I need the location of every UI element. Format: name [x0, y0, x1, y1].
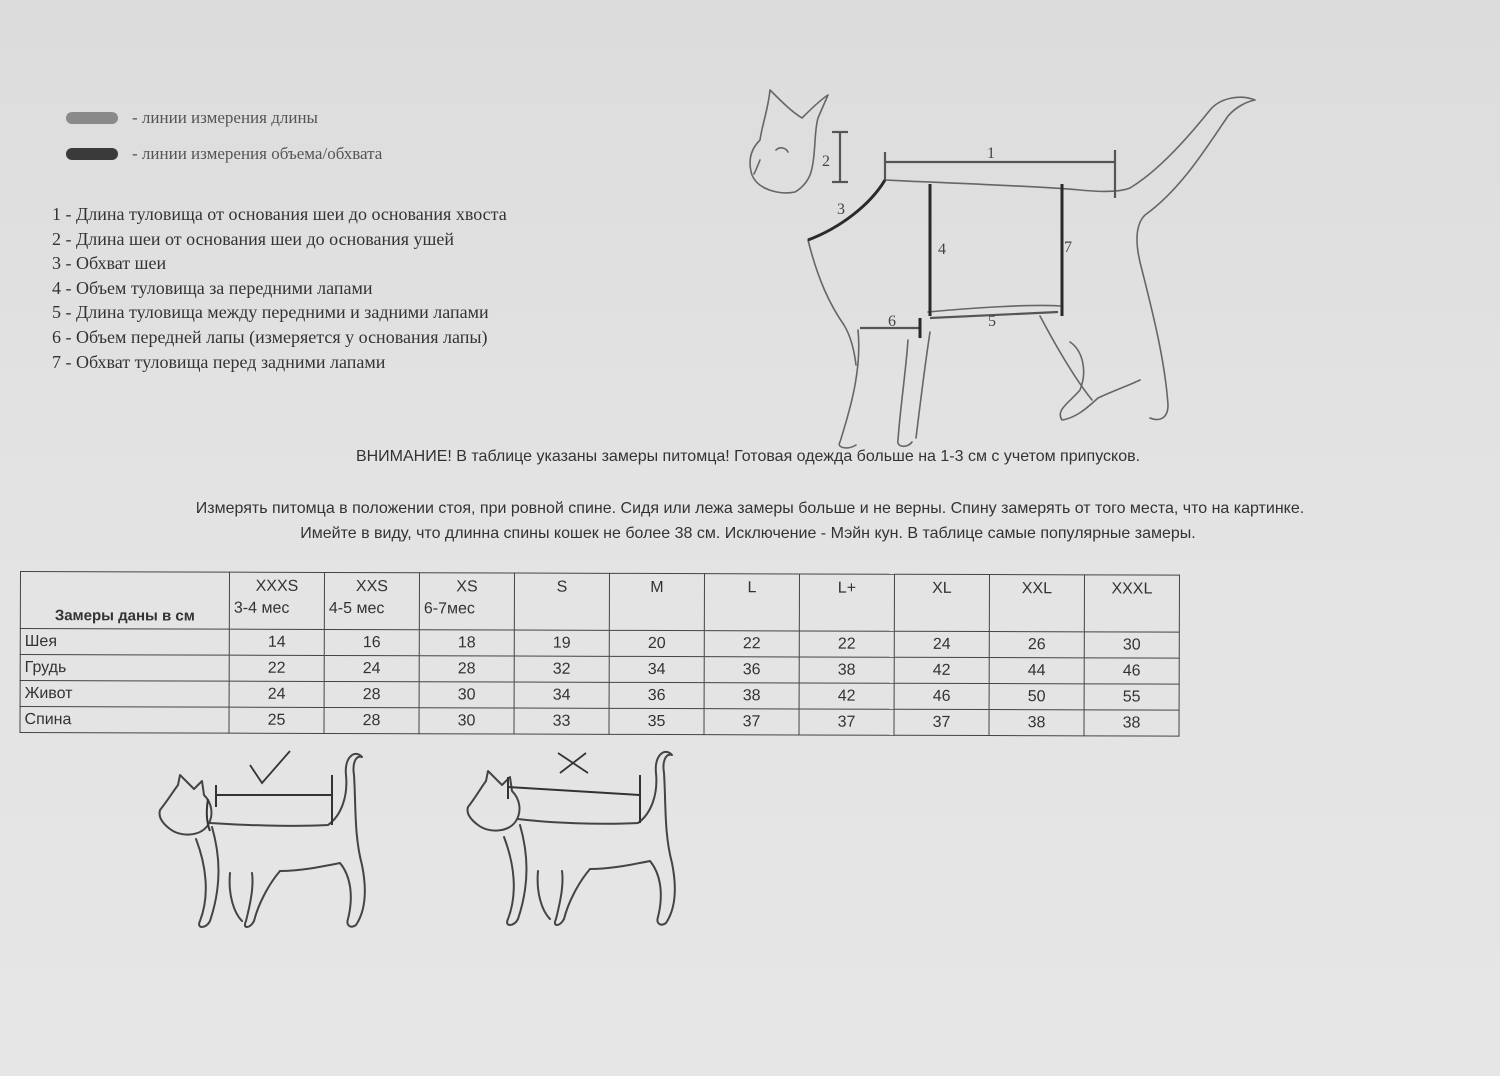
table-cell: 34	[514, 682, 609, 708]
diagram-label-4: 4	[938, 241, 946, 258]
correct-measurement-cat	[150, 745, 380, 935]
table-cell: 30	[1084, 632, 1179, 658]
measurement-item: 4 - Объем туловища за передними лапами	[52, 277, 373, 298]
table-cell: 28	[324, 681, 419, 707]
table-cell: 50	[989, 684, 1084, 710]
girth-line-swatch	[66, 148, 118, 160]
table-cell: 22	[799, 631, 894, 657]
standing-note: Измерять питомца в положении стоя, при ровной спине. Сидя или лежа замеры больше и не верны. Спину замерять от того места, что на картинке.	[195, 500, 1305, 517]
table-cell: 25	[229, 707, 324, 733]
legend-girth	[66, 136, 382, 172]
table-cell: 36	[704, 657, 799, 683]
size-header	[1084, 575, 1179, 632]
table-cell: 37	[894, 709, 989, 735]
row-label: Шея	[20, 629, 229, 656]
table-row	[20, 681, 1179, 711]
table-cell: 19	[514, 630, 609, 656]
row-label: Живот	[20, 681, 229, 708]
table-cell: 32	[514, 656, 609, 682]
table-cell: 38	[799, 657, 894, 683]
table-cell: 26	[989, 632, 1084, 658]
table-cell: 30	[419, 708, 514, 734]
size-name: L	[747, 579, 757, 597]
measurement-item: 3 - Обхват шеи	[52, 253, 167, 274]
table-cell: 46	[894, 683, 989, 709]
attention-text: ВНИМАНИЕ! В таблице указаны замеры питомца! Готовая одежда больше на 1-3 см с учетом припусков.	[355, 448, 1141, 465]
diagram-label-3: 3	[837, 201, 845, 218]
diagram-label-2: 2	[822, 153, 830, 170]
size-age: 3-4 мес	[233, 599, 290, 617]
table-header-row	[20, 572, 1179, 633]
size-name: S	[556, 578, 568, 596]
table-cell: 37	[799, 709, 894, 735]
table-cell: 22	[704, 631, 799, 657]
size-name: XS	[456, 578, 478, 596]
measurement-item: 2 - Длина шеи от основания шеи до основания ушей	[52, 228, 454, 249]
line-legend	[66, 100, 382, 172]
legend-girth-label: - линии измерения объема/обхвата	[132, 144, 383, 163]
table-cell: 36	[609, 682, 704, 708]
legend-length-label: - линии измерения длины	[132, 108, 318, 127]
table-cell: 35	[609, 708, 704, 734]
table-cell: 34	[609, 656, 704, 682]
size-header	[894, 574, 989, 631]
size-name: XXS	[355, 578, 388, 596]
table-row	[20, 655, 1179, 685]
table-cell: 46	[1084, 658, 1179, 684]
table-cell: 38	[704, 683, 799, 709]
size-name: XXXL	[1111, 580, 1153, 598]
length-line-swatch	[66, 112, 118, 124]
diagram-label-5: 5	[988, 313, 996, 330]
size-name: L+	[837, 579, 857, 597]
table-cell: 24	[324, 655, 419, 681]
table-cell: 44	[989, 658, 1084, 684]
size-header	[229, 572, 324, 629]
table-cell: 16	[324, 629, 419, 655]
measurement-list	[52, 202, 507, 374]
table-cell: 42	[799, 683, 894, 709]
attention-note	[0, 448, 1500, 466]
size-age: 4-5 мес	[328, 599, 385, 618]
table-cell: 20	[609, 630, 704, 656]
table-row	[20, 629, 1179, 659]
table-cell: 28	[419, 656, 514, 682]
size-header	[324, 572, 419, 629]
back-length-note: Имейте в виду, что длинна спины кошек не более 38 см. Исключение - Мэйн кун. В таблице самые популярные замеры.	[300, 525, 1196, 542]
size-header	[419, 573, 514, 630]
table-cell: 33	[514, 708, 609, 734]
table-cell: 38	[1084, 710, 1179, 736]
measurement-item: 7 - Обхват туловища перед задними лапами	[52, 351, 386, 372]
table-cell: 30	[419, 682, 514, 708]
table-corner-label: Замеры даны в см	[20, 572, 229, 630]
table-cell: 28	[324, 707, 419, 733]
table-row	[20, 707, 1179, 737]
table-cell: 24	[229, 681, 324, 707]
row-label: Спина	[20, 707, 229, 734]
size-header	[514, 573, 609, 630]
table-cell: 38	[989, 710, 1084, 736]
size-name: XL	[932, 579, 952, 597]
measurement-item: 5 - Длина туловища между передними и задними лапами	[52, 302, 489, 323]
table-cell: 18	[419, 630, 514, 656]
measurement-item: 1 - Длина туловища от основания шеи до основания хвоста	[52, 204, 507, 224]
cat-measurement-diagram	[740, 80, 1270, 460]
diagram-label-7: 7	[1064, 239, 1072, 256]
table-cell: 55	[1084, 684, 1179, 710]
table-cell: 22	[229, 655, 324, 681]
size-table	[19, 571, 1180, 737]
size-header	[704, 574, 799, 631]
diagram-label-6: 6	[888, 313, 896, 330]
table-cell: 42	[894, 657, 989, 683]
row-label: Грудь	[20, 655, 229, 682]
size-name: XXXS	[255, 577, 299, 595]
incorrect-measurement-cat	[460, 745, 690, 935]
table-cell: 14	[229, 629, 324, 655]
table-cell: 24	[894, 631, 989, 657]
size-header	[609, 573, 704, 630]
size-age: 6-7мес	[423, 600, 475, 618]
size-name: M	[650, 578, 664, 597]
size-header	[989, 575, 1084, 632]
size-name: XXL	[1021, 580, 1053, 598]
legend-length	[66, 100, 382, 136]
table-cell: 37	[704, 709, 799, 735]
diagram-label-1: 1	[987, 145, 995, 162]
size-header	[799, 574, 894, 631]
measurement-item: 6 - Объем передней лапы (измеряется у основания лапы)	[52, 326, 488, 347]
